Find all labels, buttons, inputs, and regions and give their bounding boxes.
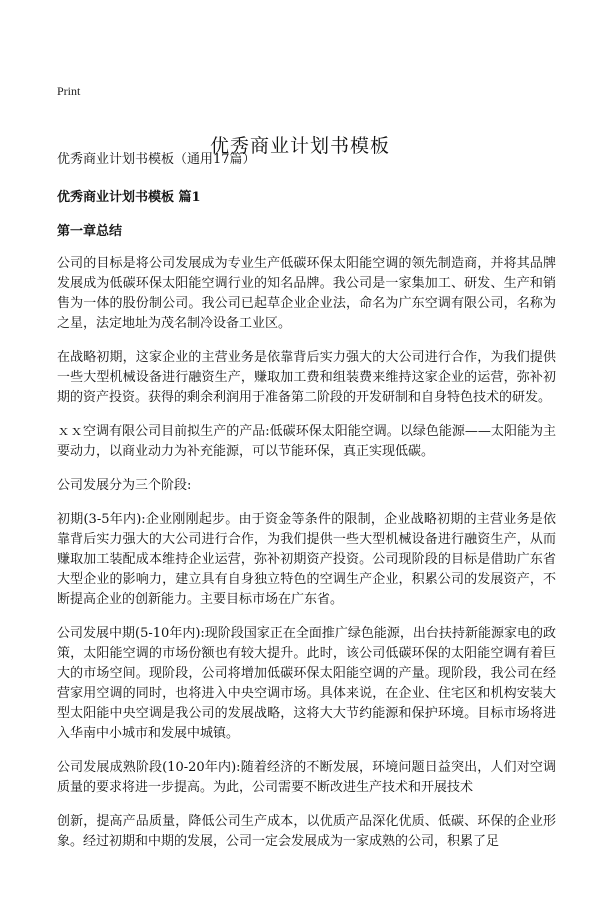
paragraph-company-goal: 公司的目标是将公司发展成为专业生产低碳环保太阳能空调的领先制造商，并将其品牌发展成为低碳环保太阳能空调行业的知名品牌。我公司是一家集加工、研发、生产和销售为一体的股份制公司。我公司已起草企业企业法，命名为广东空调有限公司，名称为之星，法定地址为茂名制冷设备工业区。 bbox=[57, 256, 556, 331]
paragraph-initial-strategy: 在战略初期，这家企业的主营业务是依靠背后实力强大的大公司进行合作，为我们提供一些大型机械设备进行融资生产，赚取加工费和组装费来维持这家企业的运营，弥补初期的资产投资。获得的剩余利润用于准备第二阶段的开发研制和自身特色技术的研发。 bbox=[57, 350, 556, 405]
document-body bbox=[57, 150, 556, 866]
chapter-heading: 第一章总结 bbox=[57, 224, 123, 239]
paragraph-stages-intro: 公司发展分为三个阶段: bbox=[57, 478, 192, 493]
paragraph-stage-middle: 公司发展中期(5-10年内):现阶段国家正在全面推广绿色能源，出台扶持新能源家电的政策，太阳能空调的市场份额也有较大提升。此时，该公司低碳环保的太阳能空调有着巨大的市场空间。现阶段，公司将增加低碳环保太阳能空调的产量。现阶段，我公司在经营家用空调的同时，也将进入中央空调市场。具体来说，在企业、住宅区和机构安装大型太阳能中央空调是我公司的发展战略，这将大大节约能源和保护环境。目标市场将进入华南中小城市和发展中城镇。 bbox=[57, 626, 556, 741]
paragraph-stage-early: 初期(3-5年内):企业刚刚起步。由于资金等条件的限制，企业战略初期的主营业务是依靠背后实力强大的大公司进行合作，为我们提供一些大型机械设备进行融资生产，从而赚取加工装配成本维持企业运营，弥补初期资产投资。公司现阶段的目标是借助广东省大型企业的影响力，建立具有自身独立特色的空调生产企业，积累公司的发展资产，不断提高企业的创新能力。主要目标市场在广东省。 bbox=[57, 512, 556, 607]
paragraph-stage-mature: 公司发展成熟阶段(10-20年内):随着经济的不断发展，环境问题日益突出，人们对空调质量的要求将进一步提高。为此，公司需要不断改进生产技术和开展技术 bbox=[57, 760, 556, 795]
document-subtitle: 优秀商业计划书模板（通用17篇） bbox=[57, 152, 256, 167]
section-heading: 优秀商业计划书模板 篇1 bbox=[57, 190, 201, 205]
print-label: Print bbox=[57, 84, 81, 98]
document-title: 优秀商业计划书模板 bbox=[209, 134, 390, 157]
paragraph-stage-mature-cont: 创新，提高产品质量，降低公司生产成本，以优质产品深化优质、低碳、环保的企业形象。经过初期和中期的发展，公司一定会发展成为一家成熟的公司，积累了足 bbox=[57, 814, 556, 849]
paragraph-product: ｘｘ空调有限公司目前拟生产的产品:低碳环保太阳能空调。以绿色能源——太阳能为主要动力，以商业动力为补充能源，可以节能环保，真正实现低碳。 bbox=[57, 424, 556, 459]
